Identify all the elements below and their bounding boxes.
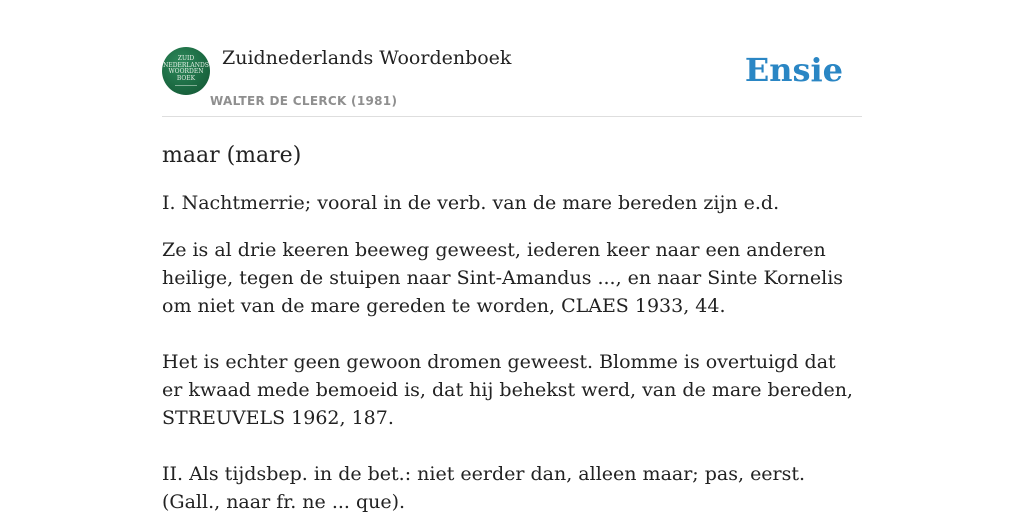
logo-line: ZUID: [177, 55, 195, 62]
logo-line: NEDERLANDS: [163, 61, 209, 69]
page: [162, 0, 862, 512]
logo-rule: [175, 85, 197, 86]
dictionary-title[interactable]: Zuidnederlands Woordenboek: [222, 47, 512, 69]
entry-title: maar (mare): [162, 143, 302, 168]
definition-2: II. Als tijdsbep. in de bet.: niet eerder dan, alleen maar; pas, eerst. (Gall., naar fr. ne ... que).: [162, 463, 806, 512]
dictionary-logo[interactable]: [162, 47, 210, 95]
logo-line: BOEK: [176, 74, 196, 82]
quote: Het is echter geen gewoon dromen geweest. Blomme is overtuigd dat er kwaad mede bemoeid is, dat hij behekst werd, van de mare bereden, STREUVELS 1962, 187.: [162, 351, 853, 429]
brand-logo[interactable]: Ensie: [744, 51, 843, 89]
definition-1: I. Nachtmerrie; vooral in de verb. van de mare bereden zijn e.d.: [162, 192, 780, 214]
logo-line: WOORDEN: [168, 68, 204, 75]
quote: Ze is al drie keeren beeweg geweest, iederen keer naar een anderen heilige, tegen de stuipen naar Sint-Amandus ..., en naar Sinte Kornelis om niet van de mare gereden te worden, CLAES 1933, 44.: [162, 239, 844, 317]
header: [162, 0, 862, 117]
dictionary-author: WALTER DE CLERCK (1981): [210, 94, 398, 108]
